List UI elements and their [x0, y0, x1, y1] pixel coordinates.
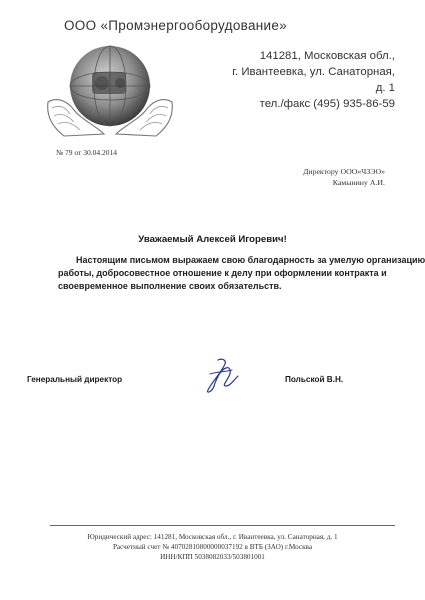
footer-divider — [50, 525, 395, 526]
letter-body — [58, 254, 425, 293]
footer-tax-ids: ИНН/КПП 5038082033/503801001 — [160, 553, 265, 561]
footer-legal-address: Юридический адрес: 141281, Московская обл., г. Ивантеевка, ул. Санаторная, д. 1 — [87, 533, 338, 541]
address-line-3: д. 1 — [375, 82, 395, 94]
address-line-2: г. Ивантеевка, ул. Санаторная, — [232, 66, 395, 78]
body-line: Настоящим письмом выражаем свою благодарность за умелую организацию — [76, 255, 425, 265]
signatory-title: Генеральный директор — [27, 375, 123, 384]
recipient-line-1: Директору ООО«ЧЗЭО» — [303, 167, 385, 176]
handwritten-signature-icon — [198, 356, 242, 396]
body-line: работы, добросовестное отношение к делу при оформлении контракта и — [58, 268, 387, 278]
company-name: ООО «Промэнергооборудование» — [64, 18, 287, 33]
letter-greeting: Уважаемый Алексей Игоревич! — [138, 234, 287, 245]
recipient-block — [303, 166, 385, 188]
phone-fax: тел./факс (495) 935-86-59 — [259, 98, 395, 110]
signatory-name: Польской В.Н. — [285, 375, 344, 384]
recipient-line-2: Камынину А.И. — [332, 178, 385, 187]
document-number: № 79 от 30.04.2014 — [56, 148, 117, 157]
address-line-1: 141281, Московская обл., — [259, 50, 395, 62]
footer-block — [0, 532, 425, 562]
company-contacts — [232, 48, 395, 112]
body-line: своевременное выполнение своих обязательств. — [58, 281, 282, 291]
footer-bank-account: Расчетный счет № 40702810800000037192 в ВТБ (ЗАО) г.Москва — [112, 543, 313, 551]
globe-in-hands-logo-icon — [44, 42, 176, 138]
